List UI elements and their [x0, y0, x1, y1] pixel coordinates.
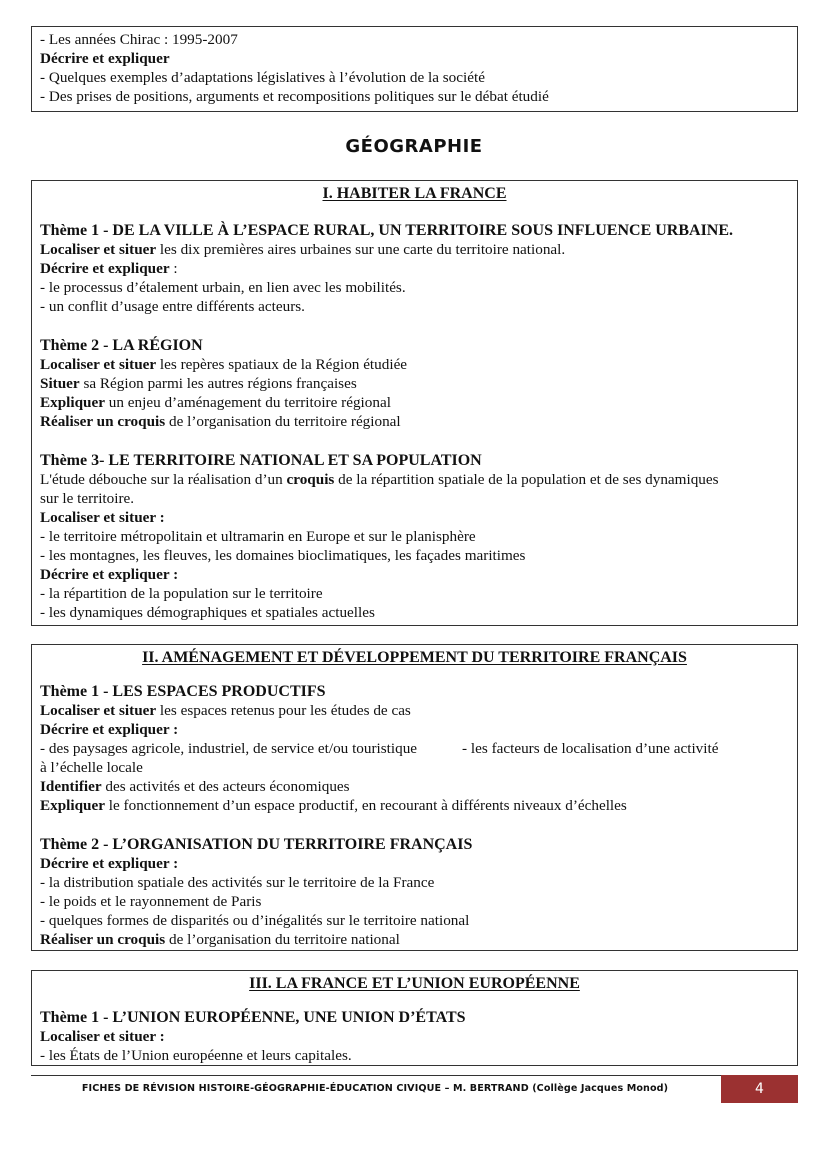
text-line: - Quelques exemples d’adaptations législatives à l’évolution de la société [40, 69, 485, 86]
theme-title: Thème 3- LE TERRITOIRE NATIONAL ET SA POPULATION [40, 452, 482, 469]
text: les dix premières aires urbaines sur une carte du territoire national. [156, 241, 566, 258]
text: - les facteurs de localisation d’une activité [462, 740, 719, 757]
theme-title: Thème 1 - LES ESPACES PRODUCTIFS [40, 683, 326, 700]
section-france-ue [31, 970, 798, 1066]
section-amenagement [31, 644, 798, 951]
text-line: sur le territoire. [40, 490, 135, 507]
theme-title: Thème 1 - DE LA VILLE À L’ESPACE RURAL, UN TERRITOIRE SOUS INFLUENCE URBAINE. [40, 222, 734, 239]
heading-describe-explain: Décrire et expliquer : [40, 566, 179, 583]
text-line: - le territoire métropolitain et ultramarin en Europe et sur le planisphère [40, 528, 476, 545]
text-line: - la répartition de la population sur le territoire [40, 585, 323, 602]
theme-title: Thème 1 - L’UNION EUROPÉENNE, UNE UNION D’ÉTATS [40, 1009, 466, 1026]
text: le fonctionnement d’un espace productif, en recourant à différents niveaux d’échelles [105, 797, 627, 814]
keyword-bold: croquis [286, 471, 335, 488]
theme-title: Thème 2 - L’ORGANISATION DU TERRITOIRE FRANÇAIS [40, 836, 473, 853]
footer-text: FICHES DE RÉVISION HISTOIRE-GÉOGRAPHIE-ÉDUCATION CIVIQUE – M. BERTRAND (Collège Jacques Monod) [81, 1083, 669, 1094]
text-line: - un conflit d’usage entre différents acteurs. [40, 298, 305, 315]
verb-bold: Localiser et situer [40, 702, 157, 719]
text-line: - Des prises de positions, arguments et recompositions politiques sur le débat étudié [40, 88, 549, 105]
history-continuation-box [31, 26, 798, 112]
text-line: - le poids et le rayonnement de Paris [40, 893, 262, 910]
theme-title: Thème 2 - LA RÉGION [40, 337, 203, 354]
text: - des paysages agricole, industriel, de service et/ou touristique [40, 740, 418, 757]
verb-bold: Expliquer [40, 394, 105, 411]
verb-bold: Expliquer [40, 797, 105, 814]
verb-bold: Localiser et situer [40, 356, 157, 373]
text: les repères spatiaux de la Région étudiée [156, 356, 408, 373]
verb-bold: Réaliser un croquis [40, 413, 166, 430]
text: des activités et des acteurs économiques [101, 778, 350, 795]
geography-title: GÉOGRAPHIE [345, 136, 483, 157]
text-line: - les montagnes, les fleuves, les domaines bioclimatiques, les façades maritimes [40, 547, 526, 564]
page-number: 4 [721, 1075, 798, 1103]
text: les espaces retenus pour les études de cas [156, 702, 411, 719]
text: de la répartition spatiale de la population et de ses dynamiques [334, 471, 719, 488]
verb-bold: Localiser et situer [40, 241, 157, 258]
verb-bold: Décrire et expliquer [40, 260, 170, 277]
heading-describe-explain: Décrire et expliquer : [40, 721, 179, 738]
text: L'étude débouche sur la réalisation d’un [40, 471, 287, 488]
section-habiter-la-france [31, 180, 798, 626]
text: un enjeu d’aménagement du territoire régional [105, 394, 391, 411]
section-title: III. LA FRANCE ET L’UNION EUROPÉENNE [249, 975, 580, 992]
section-title: II. AMÉNAGEMENT ET DÉVELOPPEMENT DU TERRITOIRE FRANÇAIS [142, 649, 687, 666]
text-line: - les États de l’Union européenne et leurs capitales. [40, 1047, 352, 1064]
text-line: - la distribution spatiale des activités sur le territoire de la France [40, 874, 435, 891]
text: : [169, 260, 178, 277]
heading-describe-explain: Décrire et expliquer : [40, 855, 179, 872]
verb-bold: Situer [40, 375, 80, 392]
section-title: I. HABITER LA FRANCE [322, 185, 507, 202]
text-line: - Les années Chirac : 1995-2007 [40, 31, 238, 48]
footer-rule [31, 1075, 721, 1076]
text-line: - quelques formes de disparités ou d’inégalités sur le territoire national [40, 912, 470, 929]
text: sa Région parmi les autres régions françaises [79, 375, 357, 392]
heading-locate: Localiser et situer : [40, 1028, 165, 1045]
text-line: - les dynamiques démographiques et spatiales actuelles [40, 604, 375, 621]
text-line: à l’échelle locale [40, 759, 143, 776]
verb-bold: Réaliser un croquis [40, 931, 166, 948]
heading-describe-explain: Décrire et expliquer [40, 50, 170, 67]
text-line: - le processus d’étalement urbain, en lien avec les mobilités. [40, 279, 406, 296]
text: de l’organisation du territoire national [165, 931, 400, 948]
verb-bold: Identifier [40, 778, 102, 795]
text: de l’organisation du territoire régional [165, 413, 401, 430]
heading-locate: Localiser et situer : [40, 509, 165, 526]
